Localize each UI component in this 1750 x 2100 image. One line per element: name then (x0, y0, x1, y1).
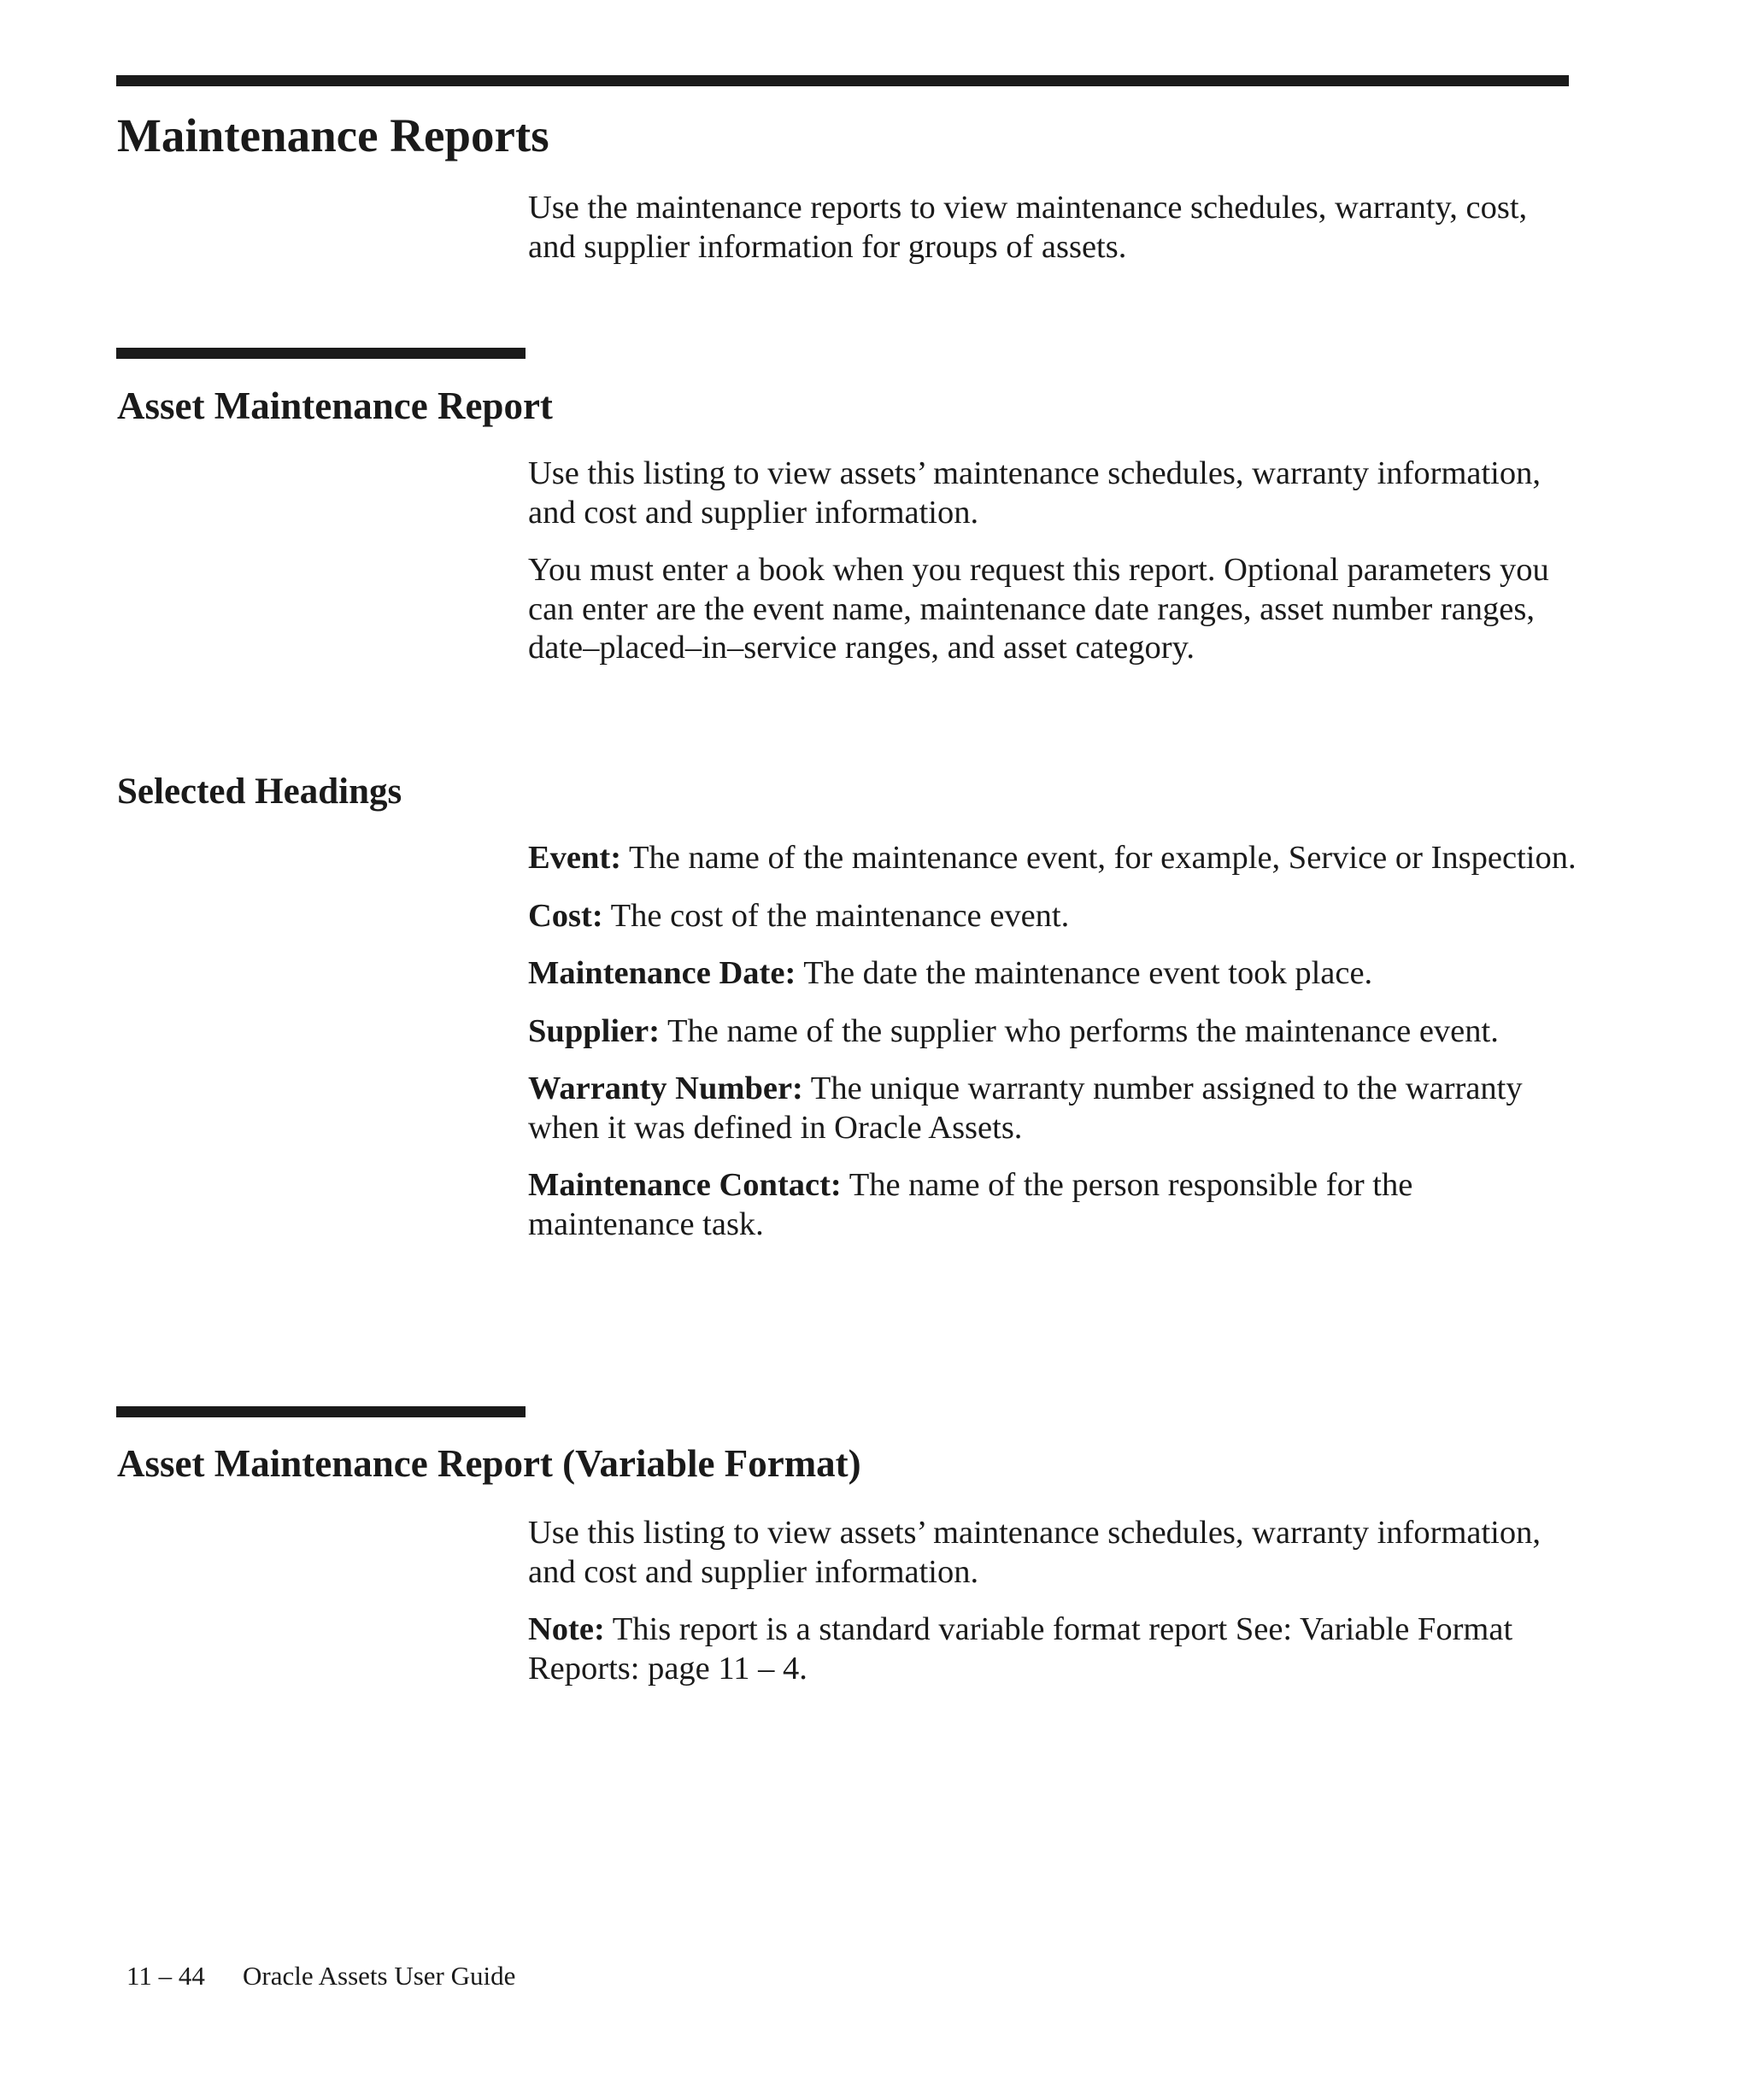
top-rule (116, 75, 1569, 86)
section-heading-variable-format: Asset Maintenance Report (Variable Format) (117, 1442, 861, 1485)
page-title: Maintenance Reports (117, 109, 549, 161)
heading-item-supplier (528, 1012, 1579, 1052)
heading-item-cost (528, 897, 1579, 936)
intro-block (528, 189, 1579, 267)
note-label: Note: (528, 1611, 605, 1647)
heading-term: Event: (528, 840, 622, 876)
section-heading-asset-maintenance-report: Asset Maintenance Report (117, 384, 553, 427)
heading-description: The cost of the maintenance event. (610, 897, 1070, 934)
section-rule (116, 348, 526, 359)
section1-paragraph-2: You must enter a book when you request this report. Optional parameters you can enter are the event name, maintenance date ranges, asset number ranges, date–placed–in–service ranges, and asset category. (528, 552, 1549, 666)
heading-item-maintenance-date (528, 954, 1579, 994)
heading-description: The unique warranty number assigned to the warranty when it was defined in Oracle Assets. (528, 1071, 1523, 1146)
heading-term: Warranty Number: (528, 1071, 803, 1106)
section2-paragraph: Use this listing to view assets’ maintenance schedules, warranty information, and cost and supplier information. (528, 1515, 1542, 1590)
section2-body (528, 1514, 1579, 1688)
intro-paragraph: Use the maintenance reports to view maintenance schedules, warranty, cost, and supplier information for groups of assets. (528, 190, 1528, 265)
note-text: This report is a standard variable format report See: Variable Format Reports: page 11 – 4. (528, 1611, 1513, 1686)
heading-item-event (528, 839, 1579, 878)
heading-term: Supplier: (528, 1012, 661, 1049)
heading-description: The name of the person responsible for the maintenance task. (528, 1167, 1413, 1242)
section1-paragraph-1: Use this listing to view assets’ maintenance schedules, warranty information, and cost and supplier information. (528, 455, 1542, 531)
note-paragraph (528, 1610, 1579, 1688)
page-number: 11 – 44 (126, 1961, 205, 1991)
book-title: Oracle Assets User Guide (243, 1961, 516, 1991)
heading-term: Maintenance Date: (528, 955, 796, 991)
selected-headings-heading: Selected Headings (117, 771, 402, 812)
selected-headings-list (528, 839, 1579, 1244)
section-rule (116, 1406, 526, 1417)
heading-item-warranty-number (528, 1070, 1579, 1147)
page-footer (126, 1959, 515, 1993)
heading-term: Cost: (528, 897, 603, 934)
heading-item-maintenance-contact (528, 1166, 1579, 1244)
heading-description: The name of the maintenance event, for example, Service or Inspection. (629, 840, 1577, 876)
heading-term: Maintenance Contact: (528, 1167, 842, 1203)
heading-description: The date the maintenance event took place. (803, 955, 1373, 991)
heading-description: The name of the supplier who performs the maintenance event. (667, 1012, 1499, 1049)
section1-body (528, 455, 1579, 668)
